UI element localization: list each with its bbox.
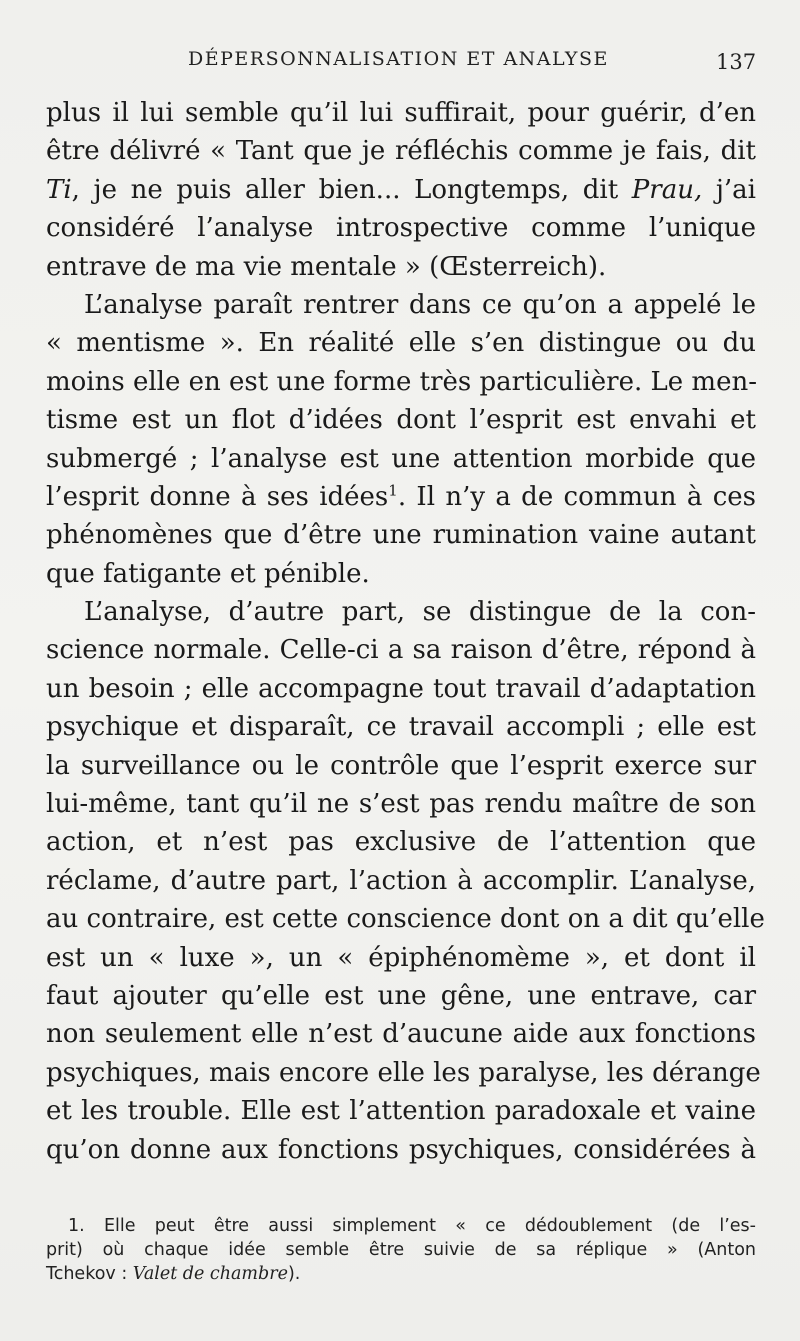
text-line: tisme est un flot d’idées dont l’esprit est envahi et: [46, 405, 756, 436]
text-line: Ti, je ne puis aller bien... Longtemps, dit Prau, j’ai: [46, 174, 756, 205]
speaker-name: Prau,: [631, 174, 703, 205]
text-line: un besoin ; elle accompagne tout travail d’adaptation: [46, 673, 756, 704]
footnote-line: Tchekov : Valet de chambre).: [46, 1264, 301, 1284]
text-line: que fatigante et pénible.: [46, 558, 370, 589]
text-line: au contraire, est cette conscience dont on a dit qu’elle: [46, 904, 765, 935]
text-line: moins elle en est une forme très particulière. Le men-: [46, 366, 758, 397]
text-line: qu’on donne aux fonctions psychiques, considérées à: [46, 1134, 756, 1165]
text-line: plus il lui semble qu’il lui suffirait, pour guérir, d’en: [46, 98, 756, 128]
text-line: non seulement elle n’est d’aucune aide aux fonctions: [46, 1019, 756, 1050]
footnote: [46, 1214, 756, 1286]
footnote-line: 1. Elle peut être aussi simplement « ce dédoublement (de l’es-: [68, 1216, 756, 1236]
text-line: psychiques, mais encore elle les paralyse, les dérange: [46, 1057, 761, 1088]
text-line: entrave de ma vie mentale » (Œsterreich).: [46, 251, 607, 282]
text-line: est un « luxe », un « épiphénomème », et dont il: [46, 942, 756, 973]
text-line: l’esprit donne à ses idées$^1$. Il n’y a de commun à ces: [46, 481, 756, 512]
text-line: faut ajouter qu’elle est une gêne, une entrave, car: [46, 980, 756, 1011]
paragraph-start: L’analyse paraît rentrer dans ce qu’on a appelé le: [84, 289, 756, 320]
text-line: et les trouble. Elle est l’attention paradoxale et vaine: [46, 1096, 756, 1127]
text-line: « mentisme ». En réalité elle s’en distingue ou du: [46, 328, 756, 359]
text-line: psychique et disparaît, ce travail accompli ; elle est: [46, 712, 756, 743]
text-line: science normale. Celle-ci a sa raison d’être, répond à: [46, 635, 756, 666]
paragraph-start: L’analyse, d’autre part, se distingue de la con-: [84, 597, 756, 628]
speaker-name: Ti: [46, 174, 72, 205]
work-title: Valet de chambre: [132, 1264, 288, 1284]
text-line: la surveillance ou le contrôle que l’esprit exerce sur: [46, 750, 756, 781]
text-line: lui-même, tant qu’il ne s’est pas rendu maître de son: [46, 789, 756, 820]
footnote-reference: 1: [388, 481, 398, 500]
text-line: action, et n’est pas exclusive de l’attention que: [46, 827, 756, 858]
main-text: [46, 94, 765, 1169]
text-line: submergé ; l’analyse est une attention morbide que: [46, 443, 756, 474]
running-head: DÉPERSONNALISATION ET ANALYSE: [188, 48, 609, 70]
page-number: 137: [716, 50, 757, 74]
text-line: réclame, d’autre part, l’action à accomplir. L’analyse,: [46, 865, 756, 896]
footnote-line: prit) où chaque idée semble être suivie de sa réplique » (Anton: [46, 1240, 756, 1260]
page-header: [0, 42, 800, 78]
text-line: phénomènes que d’être une rumination vaine autant: [46, 520, 756, 551]
text-line: être délivré « Tant que je réfléchis comme je fais, dit: [46, 136, 756, 167]
text-line: considéré l’analyse introspective comme l’unique: [46, 213, 756, 244]
